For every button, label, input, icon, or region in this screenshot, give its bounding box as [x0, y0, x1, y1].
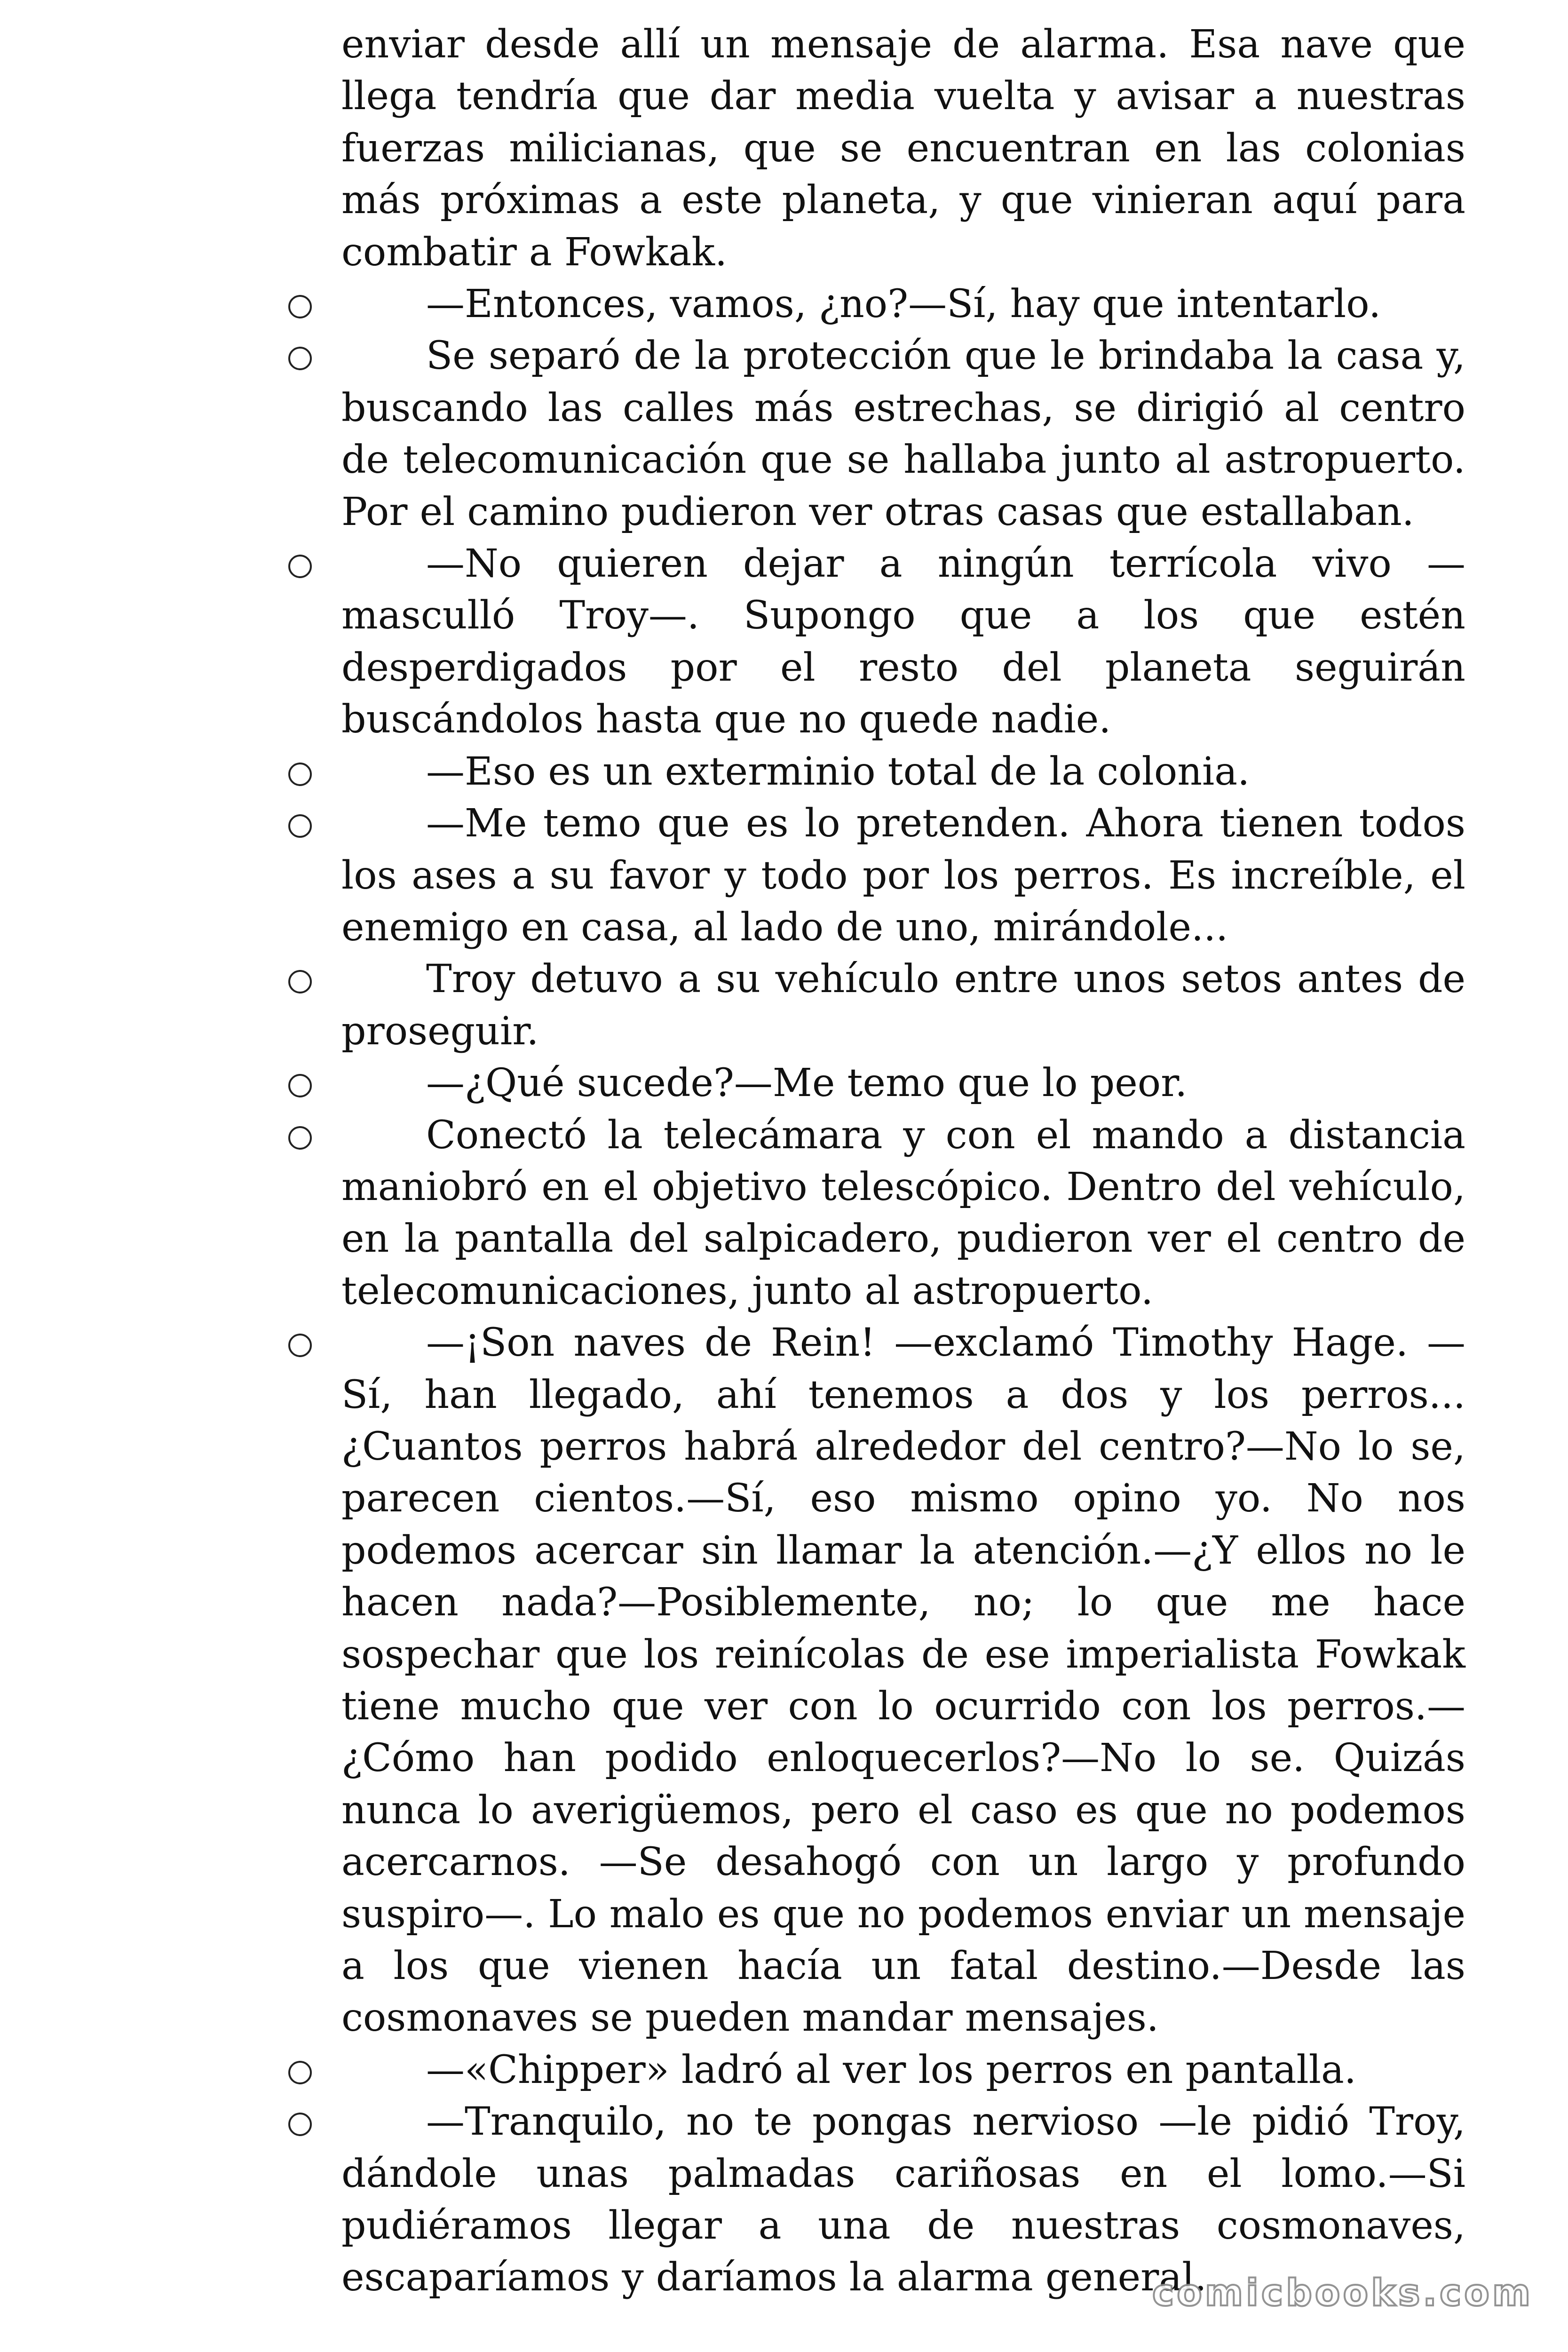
paragraph-text: Conectó la telecámara y con el mando a distancia maniobró en el objetivo telescópico. Dentro del vehículo, en la pantalla del salpicadero, pudieron ver el centro de telecomunicaciones, junto al astropuerto. — [341, 1112, 1465, 1313]
paragraph — [341, 2044, 1465, 2096]
watermark: comicbooks.com — [1152, 2272, 1534, 2314]
paragraph-text: —¡Son naves de Rein! —exclamó Timothy Hage. —Sí, han llegado, ahí tenemos a dos y los perros... ¿Cuantos perros habrá alrededor del centro?—No lo se, parecen cientos.—Sí, eso mismo opino yo. No nos podemos acercar sin llamar la atención.—¿Y ellos no le hacen nada?—Posiblemente, no; lo que me hace sospechar que los reinícolas de ese imperialista Fowkak tiene mucho que ver con lo ocurrido con los perros.—¿Cómo han podido enloquecerlos?—No lo se. Quizás nunca lo averigüemos, pero el caso es que no podemos acercarnos. —Se desahogó con un largo y profundo suspiro—. Lo malo es que no podemos enviar un mensaje a los que vienen hacía un fatal destino.—Desde las cosmonaves se pueden mandar mensajes. — [341, 1320, 1465, 2041]
paragraph-text: —¿Qué sucede?—Me temo que lo peor. — [426, 1061, 1188, 1106]
hollow-circle-bullet-icon — [288, 295, 312, 318]
paragraph-text: —Me temo que es lo pretenden. Ahora tienen todos los ases a su favor y todo por los perros. Es increíble, el enemigo en casa, al lado de uno, mirándole... — [341, 801, 1465, 950]
text-column — [341, 19, 1465, 2304]
paragraph-text: —«Chipper» ladró al ver los perros en pantalla. — [426, 2047, 1356, 2092]
paragraph — [341, 278, 1465, 330]
hollow-circle-bullet-icon — [288, 763, 312, 786]
paragraph — [341, 1110, 1465, 1318]
hollow-circle-bullet-icon — [288, 2113, 312, 2136]
paragraph — [341, 330, 1465, 538]
paragraph-text: —Tranquilo, no te pongas nervioso —le pidió Troy, dándole unas palmadas cariñosas en el lomo.—Si pudiéramos llegar a una de nuestras cosmonaves, escaparíamos y daríamos la alarma general. — [341, 2099, 1465, 2300]
paragraph — [341, 538, 1465, 746]
paragraph-text: —Entonces, vamos, ¿no?—Sí, hay que intentarlo. — [426, 282, 1381, 327]
paragraph — [341, 1057, 1465, 1109]
paragraph — [341, 19, 1465, 278]
paragraph-text: —No quieren dejar a ningún terrícola vivo —masculló Troy—. Supongo que a los que estén desperdigados por el resto del planeta seguirán buscándolos hasta que no quede nadie. — [341, 541, 1465, 742]
paragraph — [341, 954, 1465, 1057]
hollow-circle-bullet-icon — [288, 1126, 312, 1150]
hollow-circle-bullet-icon — [288, 970, 312, 993]
hollow-circle-bullet-icon — [288, 347, 312, 370]
hollow-circle-bullet-icon — [288, 1074, 312, 1097]
paragraph-text: Troy detuvo a su vehículo entre unos setos antes de proseguir. — [341, 957, 1465, 1054]
paragraph — [341, 798, 1465, 954]
paragraph-text: —Eso es un exterminio total de la colonia. — [426, 749, 1250, 794]
hollow-circle-bullet-icon — [288, 814, 312, 838]
hollow-circle-bullet-icon — [288, 1334, 312, 1357]
hollow-circle-bullet-icon — [288, 2061, 312, 2084]
paragraph-text: enviar desde allí un mensaje de alarma. Esa nave que llega tendría que dar media vuelta y avisar a nuestras fuerzas milicianas, que se encuentran en las colonias más próximas a este planeta, y que vinieran aquí para combatir a Fowkak. — [341, 22, 1465, 275]
hollow-circle-bullet-icon — [288, 555, 312, 578]
paragraph-text: Se separó de la protección que le brindaba la casa y, buscando las calles más estrechas, se dirigió al centro de telecomunicación que se hallaba junto al astropuerto. Por el camino pudieron ver otras casas que estallaban. — [341, 334, 1465, 534]
paragraph — [341, 746, 1465, 798]
paragraph — [341, 1317, 1465, 2044]
